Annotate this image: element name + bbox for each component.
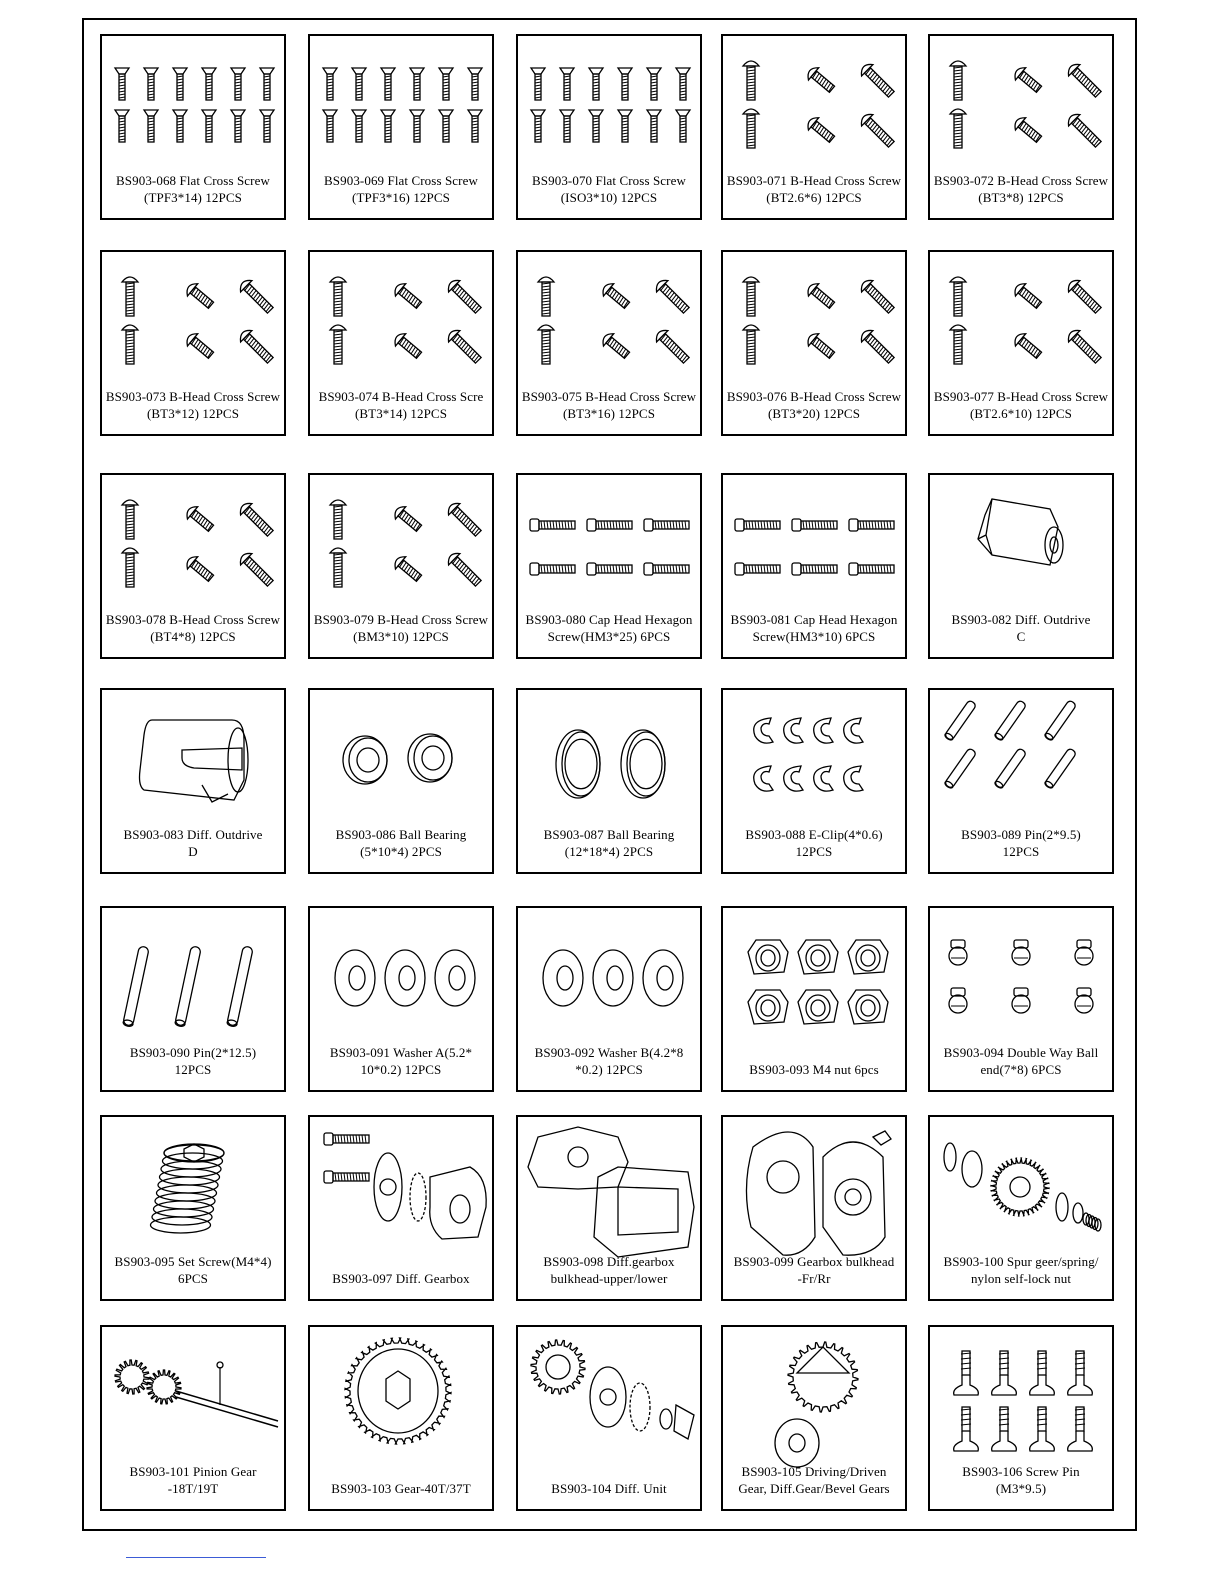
part-caption-line2: D — [188, 844, 198, 859]
part-caption — [930, 388, 1112, 422]
part-caption-line1: BS903-097 Diff. Gearbox — [332, 1271, 470, 1286]
part-caption-line1: BS903-073 B-Head Cross Screw — [105, 389, 281, 404]
part-cell — [308, 473, 494, 659]
part-caption-line2: (BT2.6*10) 12PCS — [969, 406, 1072, 421]
part-caption-line1: BS903-098 Diff.gearbox — [543, 1254, 675, 1269]
part-caption — [723, 1061, 905, 1078]
part-caption-line2: (BT3*20) 12PCS — [767, 406, 861, 421]
part-caption — [102, 1463, 284, 1497]
part-caption-line1: BS903-068 Flat Cross Screw — [116, 173, 270, 188]
part-caption-line1: BS903-077 B-Head Cross Screw — [933, 389, 1109, 404]
part-cell — [308, 1115, 494, 1301]
part-caption — [310, 172, 492, 206]
part-caption-line2: (BT2.6*6) 12PCS — [766, 190, 862, 205]
part-caption — [310, 1044, 492, 1078]
part-caption-line1: BS903-081 Cap Head Hexagon — [730, 612, 898, 627]
part-caption — [930, 611, 1112, 645]
part-caption — [723, 388, 905, 422]
part-cell — [100, 1115, 286, 1301]
part-caption-line1: BS903-093 M4 nut 6pcs — [749, 1062, 879, 1077]
part-caption — [102, 1253, 284, 1287]
part-cell — [928, 906, 1114, 1092]
part-cell — [516, 250, 702, 436]
part-caption-line1: BS903-070 Flat Cross Screw — [532, 173, 686, 188]
part-caption-line2: 6PCS — [177, 1271, 209, 1286]
part-cell — [721, 473, 907, 659]
part-cell — [721, 1325, 907, 1511]
part-cell — [516, 1325, 702, 1511]
part-caption-line1: BS903-086 Ball Bearing — [335, 827, 467, 842]
part-cell — [308, 1325, 494, 1511]
part-caption-line1: BS903-100 Spur geer/spring/ — [943, 1254, 1099, 1269]
part-caption-line2: -18T/19T — [167, 1481, 219, 1496]
part-cell — [928, 688, 1114, 874]
part-caption-line2: (TPF3*16) 12PCS — [352, 190, 450, 205]
part-caption — [310, 1480, 492, 1497]
part-caption-line1: BS903-099 Gearbox bulkhead — [733, 1254, 895, 1269]
part-caption — [723, 1253, 905, 1287]
part-cell — [308, 250, 494, 436]
part-caption-line1: BS903-071 B-Head Cross Screw — [726, 173, 902, 188]
part-caption — [930, 172, 1112, 206]
part-caption — [518, 611, 700, 645]
part-cell — [516, 1115, 702, 1301]
part-caption-line1: BS903-092 Washer B(4.2*8 — [534, 1045, 684, 1060]
part-cell — [308, 34, 494, 220]
part-caption — [930, 1463, 1112, 1497]
part-cell — [928, 1325, 1114, 1511]
part-caption — [310, 1270, 492, 1287]
part-cell — [721, 906, 907, 1092]
part-caption — [930, 1253, 1112, 1287]
part-caption — [723, 1463, 905, 1497]
part-caption-line1: BS903-078 B-Head Cross Screw — [105, 612, 281, 627]
part-cell — [928, 250, 1114, 436]
part-caption-line1: BS903-089 Pin(2*9.5) — [961, 827, 1081, 842]
part-caption-line2: -Fr/Rr — [797, 1271, 831, 1286]
part-caption-line2: (BT4*8) 12PCS — [150, 629, 236, 644]
part-caption-line2: (BT3*16) 12PCS — [562, 406, 656, 421]
part-caption — [102, 611, 284, 645]
part-cell — [721, 1115, 907, 1301]
part-cell — [928, 473, 1114, 659]
part-caption-line2: C — [1016, 629, 1026, 644]
part-caption-line2: 12PCS — [174, 1062, 212, 1077]
part-caption — [310, 611, 492, 645]
part-caption — [518, 826, 700, 860]
part-caption-line1: BS903-075 B-Head Cross Screw — [521, 389, 697, 404]
part-caption-line1: BS903-082 Diff. Outdrive — [951, 612, 1091, 627]
part-caption — [723, 172, 905, 206]
part-caption-line2: Screw(HM3*10) 6PCS — [752, 629, 876, 644]
part-caption-line2: (M3*9.5) — [995, 1481, 1047, 1496]
part-caption — [102, 172, 284, 206]
part-caption-line2: Gear, Diff.Gear/Bevel Gears — [738, 1481, 890, 1496]
part-caption-line1: BS903-094 Double Way Ball — [943, 1045, 1099, 1060]
part-caption-line2: nylon self-lock nut — [970, 1271, 1072, 1286]
part-cell — [100, 34, 286, 220]
part-cell — [308, 688, 494, 874]
part-caption-line2: (BT3*8) 12PCS — [978, 190, 1064, 205]
part-caption-line1: BS903-079 B-Head Cross Screw — [313, 612, 489, 627]
part-caption-line2: (BM3*10) 12PCS — [353, 629, 449, 644]
part-caption-line2: (TPF3*14) 12PCS — [144, 190, 242, 205]
part-caption-line1: BS903-076 B-Head Cross Screw — [726, 389, 902, 404]
part-cell — [100, 906, 286, 1092]
part-cell — [516, 473, 702, 659]
part-caption — [102, 1044, 284, 1078]
part-caption-line1: BS903-087 Ball Bearing — [543, 827, 675, 842]
part-caption — [102, 388, 284, 422]
part-cell — [721, 688, 907, 874]
part-caption-line2: Screw(HM3*25) 6PCS — [547, 629, 671, 644]
part-cell — [100, 688, 286, 874]
part-caption-line2: 10*0.2) 12PCS — [360, 1062, 442, 1077]
part-caption-line1: BS903-106 Screw Pin — [962, 1464, 1080, 1479]
part-cell — [928, 1115, 1114, 1301]
part-caption-line1: BS903-103 Gear-40T/37T — [331, 1481, 471, 1496]
part-caption — [930, 826, 1112, 860]
part-caption-line1: BS903-083 Diff. Outdrive — [123, 827, 263, 842]
part-caption — [310, 388, 492, 422]
part-cell — [928, 34, 1114, 220]
part-cell — [721, 34, 907, 220]
part-caption-line1: BS903-104 Diff. Unit — [551, 1481, 667, 1496]
part-caption-line1: BS903-088 E-Clip(4*0.6) — [745, 827, 883, 842]
part-caption-line2: (BT3*14) 12PCS — [354, 406, 448, 421]
part-cell — [516, 688, 702, 874]
part-caption-line2: end(7*8) 6PCS — [980, 1062, 1062, 1077]
part-caption-line1: BS903-080 Cap Head Hexagon — [525, 612, 693, 627]
part-caption — [518, 172, 700, 206]
part-caption-line2: *0.2) 12PCS — [575, 1062, 643, 1077]
part-caption-line2: 12PCS — [1002, 844, 1040, 859]
part-caption-line1: BS903-072 B-Head Cross Screw — [933, 173, 1109, 188]
part-caption-line1: BS903-095 Set Screw(M4*4) — [114, 1254, 272, 1269]
part-caption-line2: bulkhead-upper/lower — [550, 1271, 668, 1286]
part-caption — [518, 1480, 700, 1497]
part-caption-line1: BS903-090 Pin(2*12.5) — [129, 1045, 257, 1060]
part-cell — [100, 473, 286, 659]
part-caption — [518, 388, 700, 422]
part-cell — [100, 250, 286, 436]
part-cell — [100, 1325, 286, 1511]
part-caption-line1: BS903-069 Flat Cross Screw — [324, 173, 478, 188]
part-caption — [930, 1044, 1112, 1078]
part-caption — [723, 611, 905, 645]
part-caption-line1: BS903-105 Driving/Driven — [741, 1464, 887, 1479]
part-cell — [308, 906, 494, 1092]
part-caption-line1: BS903-091 Washer A(5.2* — [329, 1045, 473, 1060]
footer-link-underline — [126, 1557, 266, 1558]
part-caption — [310, 826, 492, 860]
part-caption-line2: 12PCS — [795, 844, 833, 859]
part-caption — [102, 826, 284, 860]
part-caption — [518, 1253, 700, 1287]
part-caption-line1: BS903-101 Pinion Gear — [129, 1464, 257, 1479]
part-cell — [516, 34, 702, 220]
part-caption-line2: (5*10*4) 2PCS — [360, 844, 442, 859]
part-caption-line1: BS903-074 B-Head Cross Scre — [318, 389, 484, 404]
part-cell — [516, 906, 702, 1092]
part-caption-line2: (12*18*4) 2PCS — [564, 844, 654, 859]
part-caption — [723, 826, 905, 860]
part-caption-line2: (BT3*12) 12PCS — [146, 406, 240, 421]
part-caption — [518, 1044, 700, 1078]
part-caption-line2: (ISO3*10) 12PCS — [560, 190, 658, 205]
part-cell — [721, 250, 907, 436]
